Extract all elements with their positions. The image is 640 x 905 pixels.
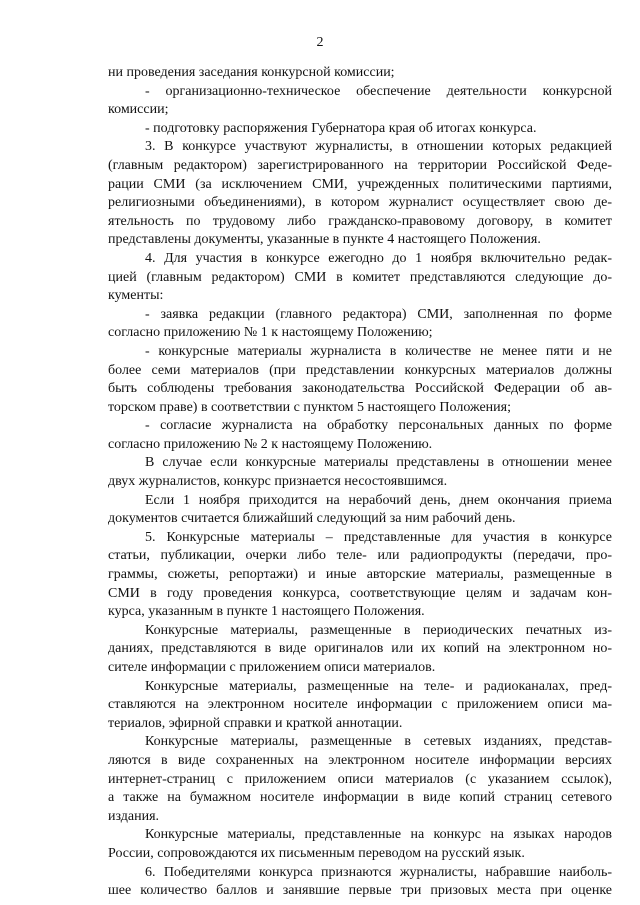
text-line: статьи, публикации, очерки либо теле- или радиопродукты (передачи, про- <box>108 548 612 564</box>
text-line: издания. <box>108 808 160 824</box>
text-line: России, сопровождаются их письменным переводом на русский язык. <box>108 845 525 861</box>
text-line: религиозными объединениями), в котором журналист осуществляет свою де- <box>108 195 612 211</box>
text-line: даниях, представляются в виде оригиналов или их копий на электронном но- <box>108 641 612 657</box>
text-line: В случае если конкурсные материалы представлены в отношении менее <box>145 455 612 471</box>
text-line: 6. Победителями конкурса признаются журналисты, набравшие наиболь- <box>145 864 612 880</box>
text-line: торском праве) в соответствии с пунктом 5 настоящего Положения; <box>108 399 511 415</box>
text-line: согласно приложению № 2 к настоящему Положению. <box>108 436 433 452</box>
text-line: шее количество баллов и занявшие первые три призовых места при оценке <box>108 883 612 899</box>
text-line: двух журналистов, конкурс признается несостоявшимся. <box>108 474 448 490</box>
text-line: Конкурсные материалы, размещенные на теле- и радиоканалах, пред- <box>145 678 612 694</box>
text-line: документов считается ближайший следующий за ним рабочий день. <box>108 511 516 527</box>
text-line: - согласие журналиста на обработку персональных данных по форме <box>145 418 612 434</box>
text-line: Конкурсные материалы, размещенные в периодических печатных из- <box>145 622 612 638</box>
text-line: ляются в виде сохраненных на электронном носителе информации версиях <box>108 752 612 768</box>
text-line: курса, указанным в пункте 1 настоящего Положения. <box>108 604 425 620</box>
text-line: 4. Для участия в конкурсе ежегодно до 1 ноября включительно редак- <box>145 250 612 266</box>
text-line: - организационно-техническое обеспечение деятельности конкурсной <box>145 83 612 99</box>
text-line: СМИ в году проведения конкурса, соответствующие целям и задачам кон- <box>108 585 612 601</box>
text-line: интернет-страниц с приложением описи материалов (с указанием ссылок), <box>108 771 612 787</box>
text-line: (главным редактором) зарегистрированного на территории Российской Феде- <box>108 157 612 173</box>
text-line: комиссии; <box>108 102 169 118</box>
text-line: а также на бумажном носителе информации в виде копий страниц сетевого <box>108 790 612 806</box>
text-line: быть соблюдены требования законодательства Российской Федерации об ав- <box>108 381 612 397</box>
page-number: 2 <box>316 35 324 50</box>
text-line: сителе информации с приложением описи материалов. <box>108 660 436 675</box>
text-line: ятельность по трудовому либо гражданско-правовому договору, в комитет <box>108 213 612 229</box>
text-line: - заявка редакции (главного редактора) СМИ, заполненная по форме <box>145 306 612 322</box>
text-line: рации СМИ (за исключением СМИ, учрежденных политическими партиями, <box>108 176 612 192</box>
text-line: Конкурсные материалы, представленные на конкурс на языках народов <box>145 827 612 843</box>
text-line: 3. В конкурсе участвуют журналисты, в отношении которых редакцией <box>145 139 612 155</box>
text-line: Конкурсные материалы, размещенные в сетевых изданиях, представ- <box>145 734 612 750</box>
text-line: - подготовку распоряжения Губернатора края об итогах конкурса. <box>145 120 537 136</box>
document-body <box>108 64 612 901</box>
text-line: - конкурсные материалы журналиста в количестве не менее пяти и не <box>145 343 612 359</box>
text-line: цией (главным редактором) СМИ в комитет представляются следующие до- <box>108 269 612 285</box>
text-line: 5. Конкурсные материалы – представленные для участия в конкурсе <box>145 529 612 545</box>
text-line: кументы: <box>108 288 164 304</box>
text-line: Если 1 ноября приходится на нерабочий день, днем окончания приема <box>145 492 612 508</box>
text-line: граммы, сюжеты, репортажи) и иные авторские материалы, размещенные в <box>108 567 612 583</box>
text-line: ставляются на электронном носителе информации с приложением описи ма- <box>108 697 612 713</box>
text-line: согласно приложению № 1 к настоящему Положению; <box>108 325 433 341</box>
text-line: ни проведения заседания конкурсной комиссии; <box>108 65 395 80</box>
text-line: более семи материалов (при представлении конкурсных материалов должны <box>108 362 612 378</box>
text-line: представлены документы, указанные в пункте 4 настоящего Положения. <box>108 232 541 248</box>
text-line: териалов, эфирной справки и краткой аннотации. <box>108 715 403 731</box>
